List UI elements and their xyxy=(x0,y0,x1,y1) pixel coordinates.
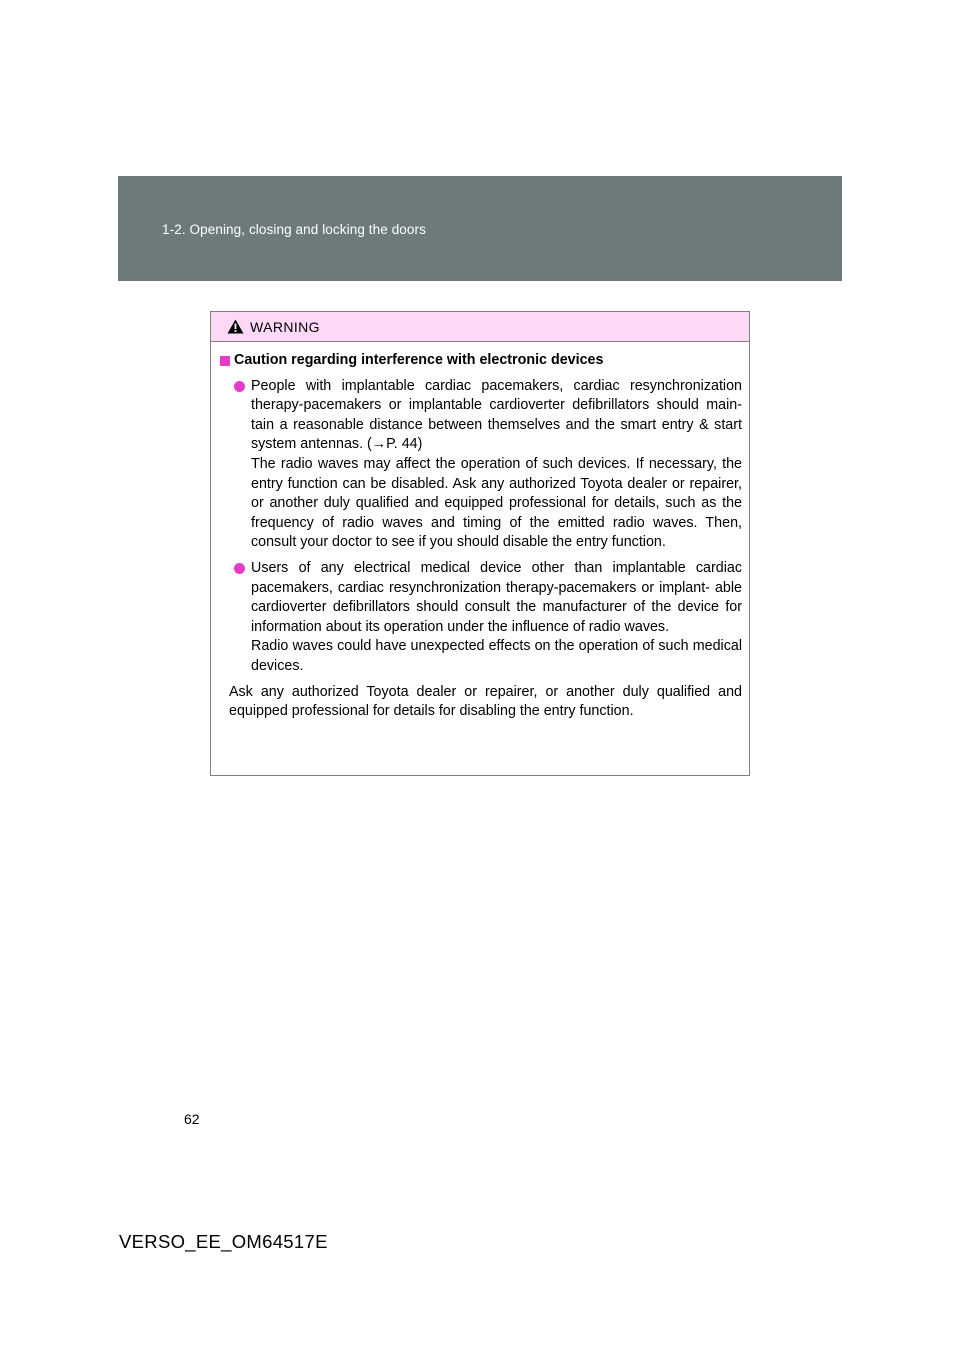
warning-label: WARNING xyxy=(250,318,320,335)
bullet-paragraph: Users of any electrical medical device other than implantable cardiac pacemakers, cardiac resynchronization therapy-pacemakers or implant- able cardioverter defibrillators should consult the manufacturer of the device for information about its operation under the influence of radio waves. xyxy=(251,559,742,635)
warning-header xyxy=(211,312,749,342)
bullet-paragraph: Radio waves could have unexpected effects on the operation of such medical devices. xyxy=(251,638,742,674)
circle-bullet-icon xyxy=(234,381,245,392)
bullet-paragraph: The radio waves may affect the operation of such devices. If necessary, the entry function can be disabled. Ask any authorized Toyota dealer or repairer, or another duly qualified and equipped professional for details, such as the frequency of radio waves and timing of the emitted radio waves. Then, consult your doctor to see if you should disable the entry function. xyxy=(251,455,742,551)
warning-body xyxy=(211,342,749,722)
warning-topic-text: Caution regarding interference with electronic devices xyxy=(234,352,604,368)
document-code: VERSO_EE_OM64517E xyxy=(119,1231,328,1252)
bullet-text xyxy=(251,377,742,553)
page-number: 62 xyxy=(184,1111,200,1127)
square-bullet-icon xyxy=(220,356,230,366)
section-header-band xyxy=(118,176,842,281)
warning-note: Ask any authorized Toyota dealer or repairer, or another duly qualified and equipped professional for details for disabling the entry function. xyxy=(229,683,742,720)
bullet-paragraph: People with implantable cardiac pacemakers, cardiac resynchronization therapy-pacemakers or implantable cardioverter defibrillators should main- tain a reasonable distance between themselves and the smart entry & start system antennas. (→P. 44) xyxy=(251,377,742,453)
list-item xyxy=(220,377,742,553)
warning-triangle-icon xyxy=(227,319,244,334)
section-title: 1-2. Opening, closing and locking the doors xyxy=(162,222,426,237)
warning-box xyxy=(210,311,750,776)
bullet-text xyxy=(251,559,742,677)
circle-bullet-icon xyxy=(234,563,245,574)
list-item xyxy=(220,559,742,677)
warning-topic xyxy=(220,351,742,371)
